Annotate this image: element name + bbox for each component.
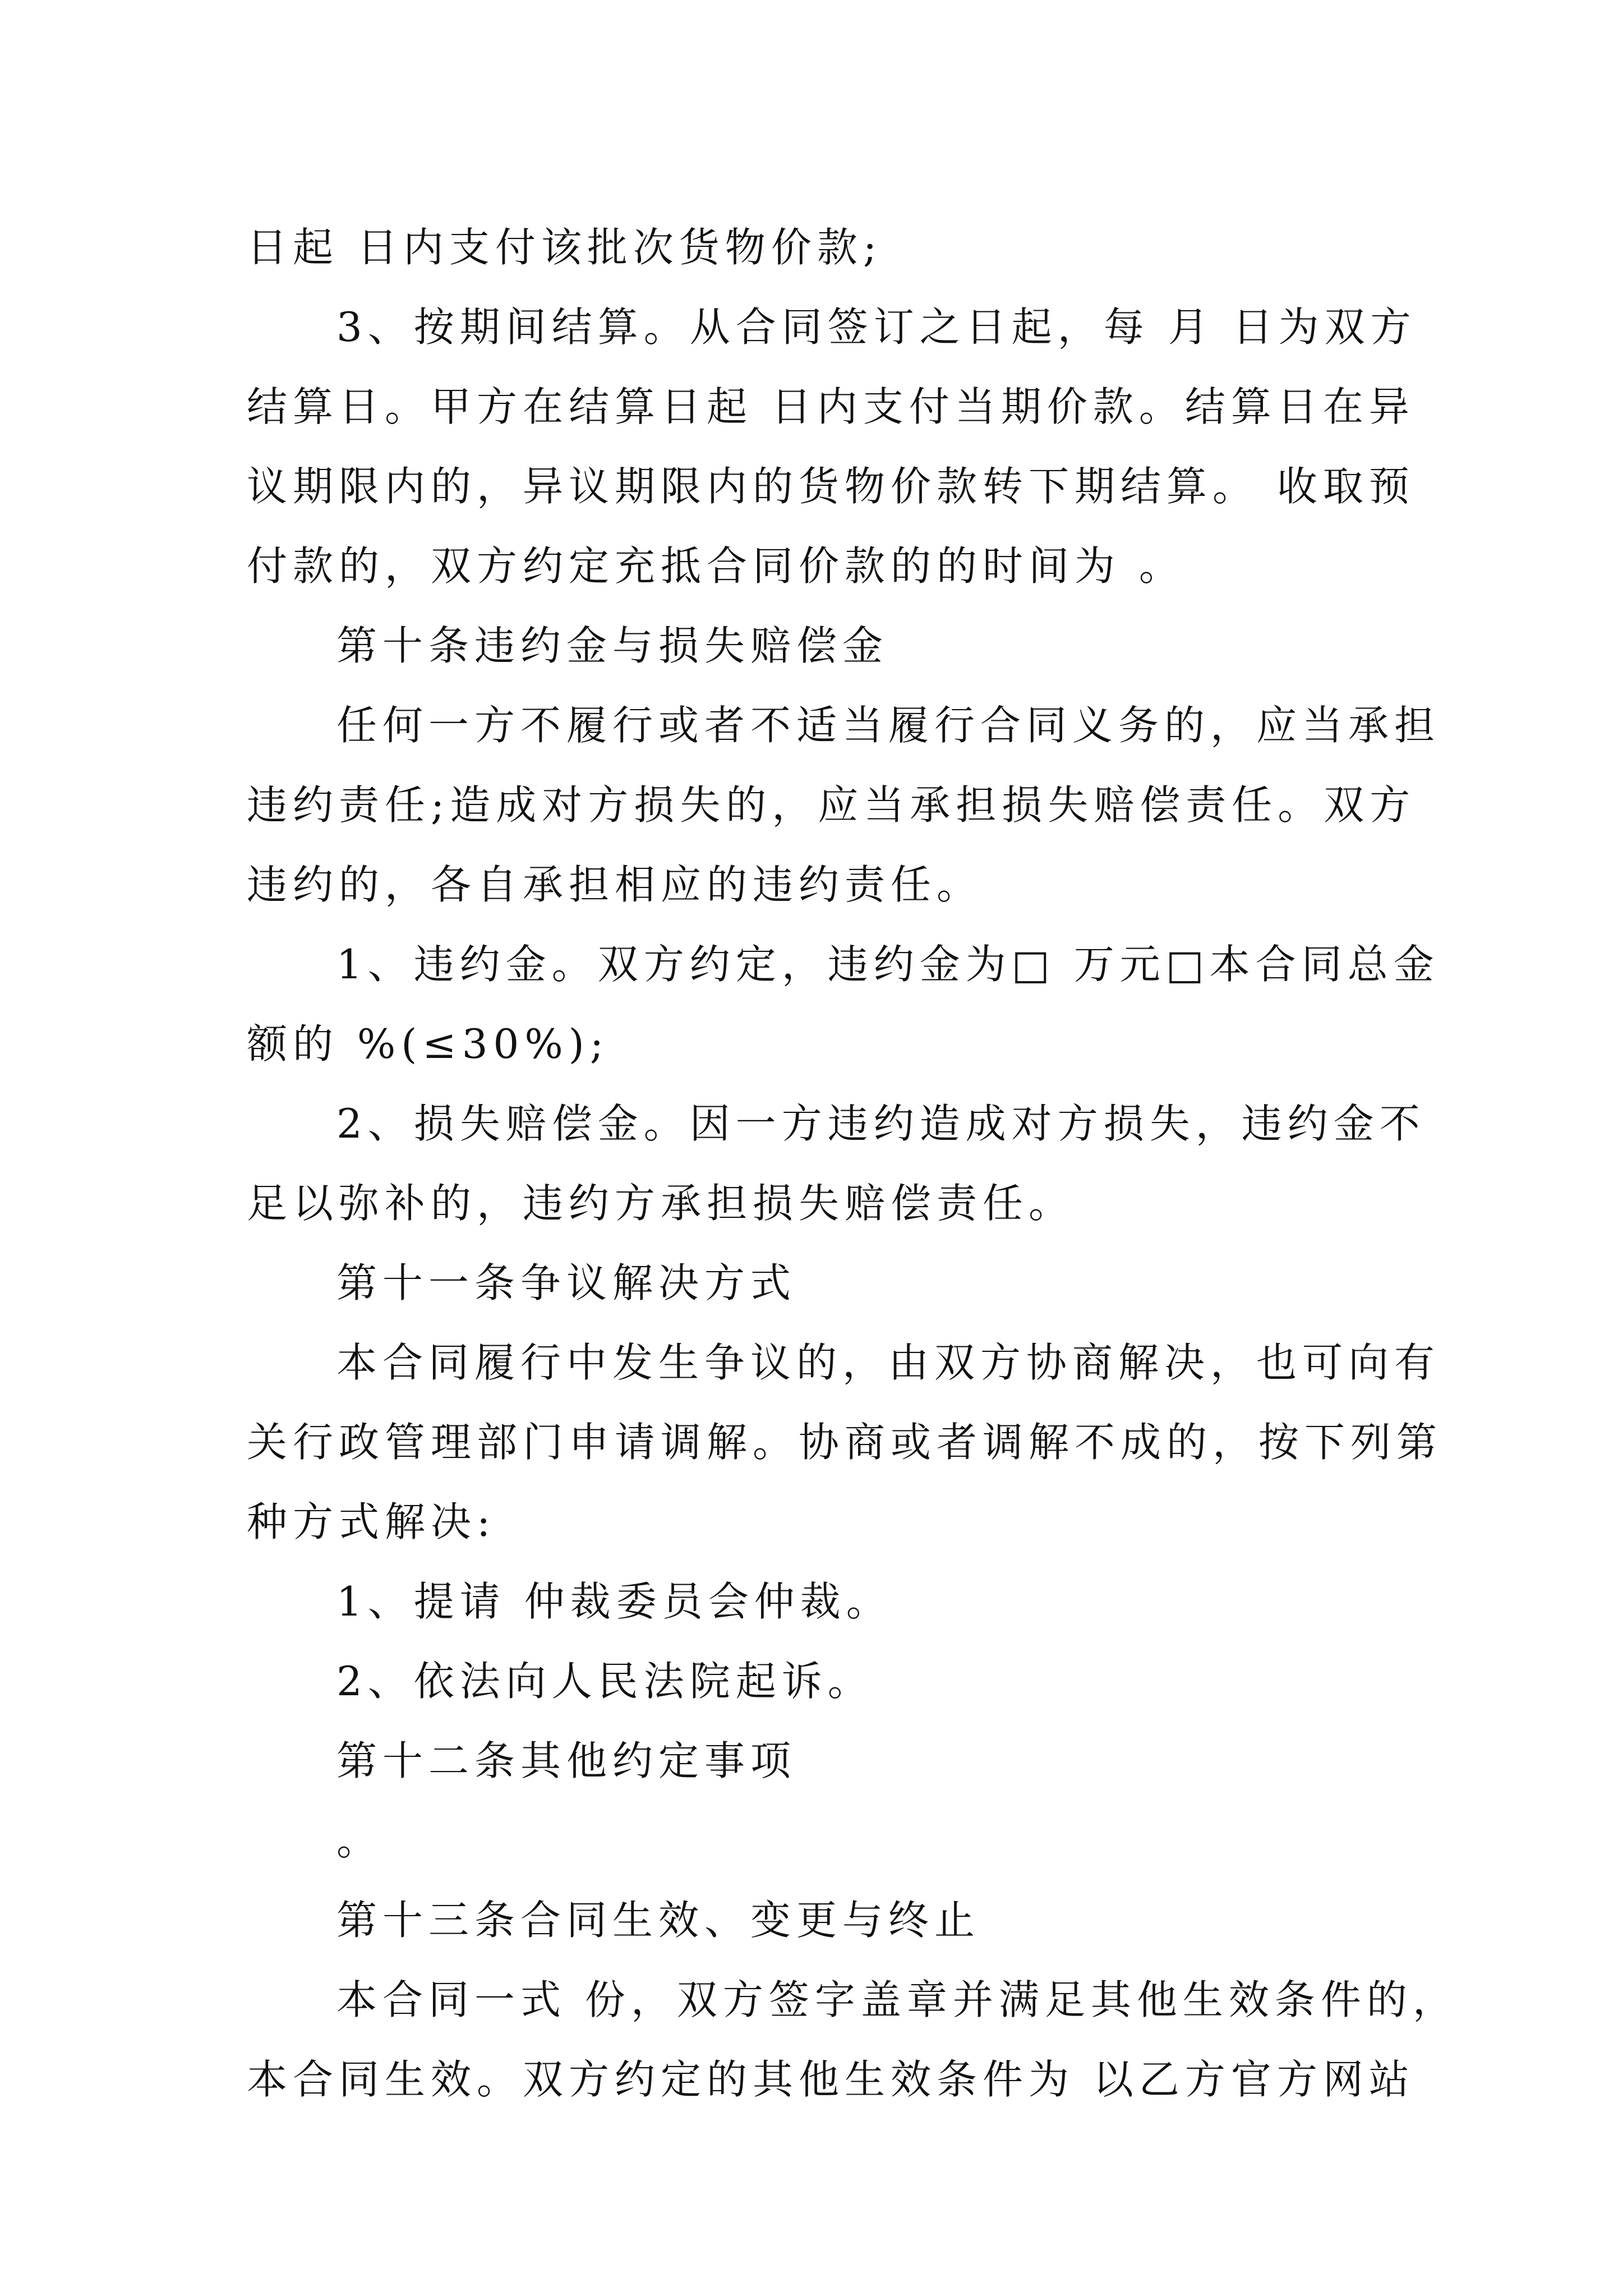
- document-line: 第十二条其他约定事项: [336, 1737, 797, 1784]
- document-line: 议期限内的，异议期限内的货物价款转下期结算。 收取预: [247, 463, 1415, 510]
- document-line: 任何一方不履行或者不适当履行合同义务的，应当承担: [336, 702, 1441, 749]
- document-line: 2、损失赔偿金。因一方违约造成对方损失，违约金不: [336, 1100, 1426, 1147]
- document-line: 结算日。甲方在结算日起 日内支付当期价款。结算日在异: [247, 383, 1415, 430]
- document-line: 3、按期间结算。从合同签订之日起，每 月 日为双方: [336, 303, 1417, 351]
- document-line: 违约的，各自承担相应的违约责任。: [247, 861, 983, 908]
- document-line: 种方式解决:: [247, 1498, 496, 1545]
- document-line: 第十三条合同生效、变更与终止: [336, 1897, 981, 1944]
- document-line: 本合同生效。双方约定的其他生效条件为 以乙方官方网站: [247, 2056, 1415, 2103]
- document-line: 1、提请 仲裁委员会仲裁。: [336, 1578, 892, 1625]
- document-line: 第十一条争议解决方式: [336, 1259, 797, 1306]
- document-line: 本合同履行中发生争议的，由双方协商解决，也可向有: [336, 1339, 1441, 1386]
- document-line: 关行政管理部门申请调解。协商或者调解不成的，按下列第: [247, 1419, 1443, 1466]
- document-line: 第十条违约金与损失赔偿金: [336, 622, 889, 669]
- document-line: 2、依法向人民法院起诉。: [336, 1658, 874, 1705]
- document-line: 本合同一式 份，双方签字盖章并满足其他生效条件的，: [336, 1976, 1459, 2023]
- document-line: 额的 %(≤30%);: [247, 1020, 610, 1068]
- document-line: 日起 日内支付该批次货物价款;: [247, 224, 883, 271]
- document-line: 1、违约金。双方约定，违约金为□ 万元□本合同总金: [336, 941, 1440, 988]
- document-line: 足以弥补的，违约方承担损失赔偿责任。: [247, 1180, 1075, 1227]
- document-line: 违约责任;造成对方损失的，应当承担损失赔偿责任。双方: [247, 781, 1416, 829]
- document-line: 。: [336, 1817, 383, 1864]
- document-body: [247, 208, 1459, 2119]
- document-line: 付款的，双方约定充抵合同价款的的时间为 。: [247, 542, 1185, 590]
